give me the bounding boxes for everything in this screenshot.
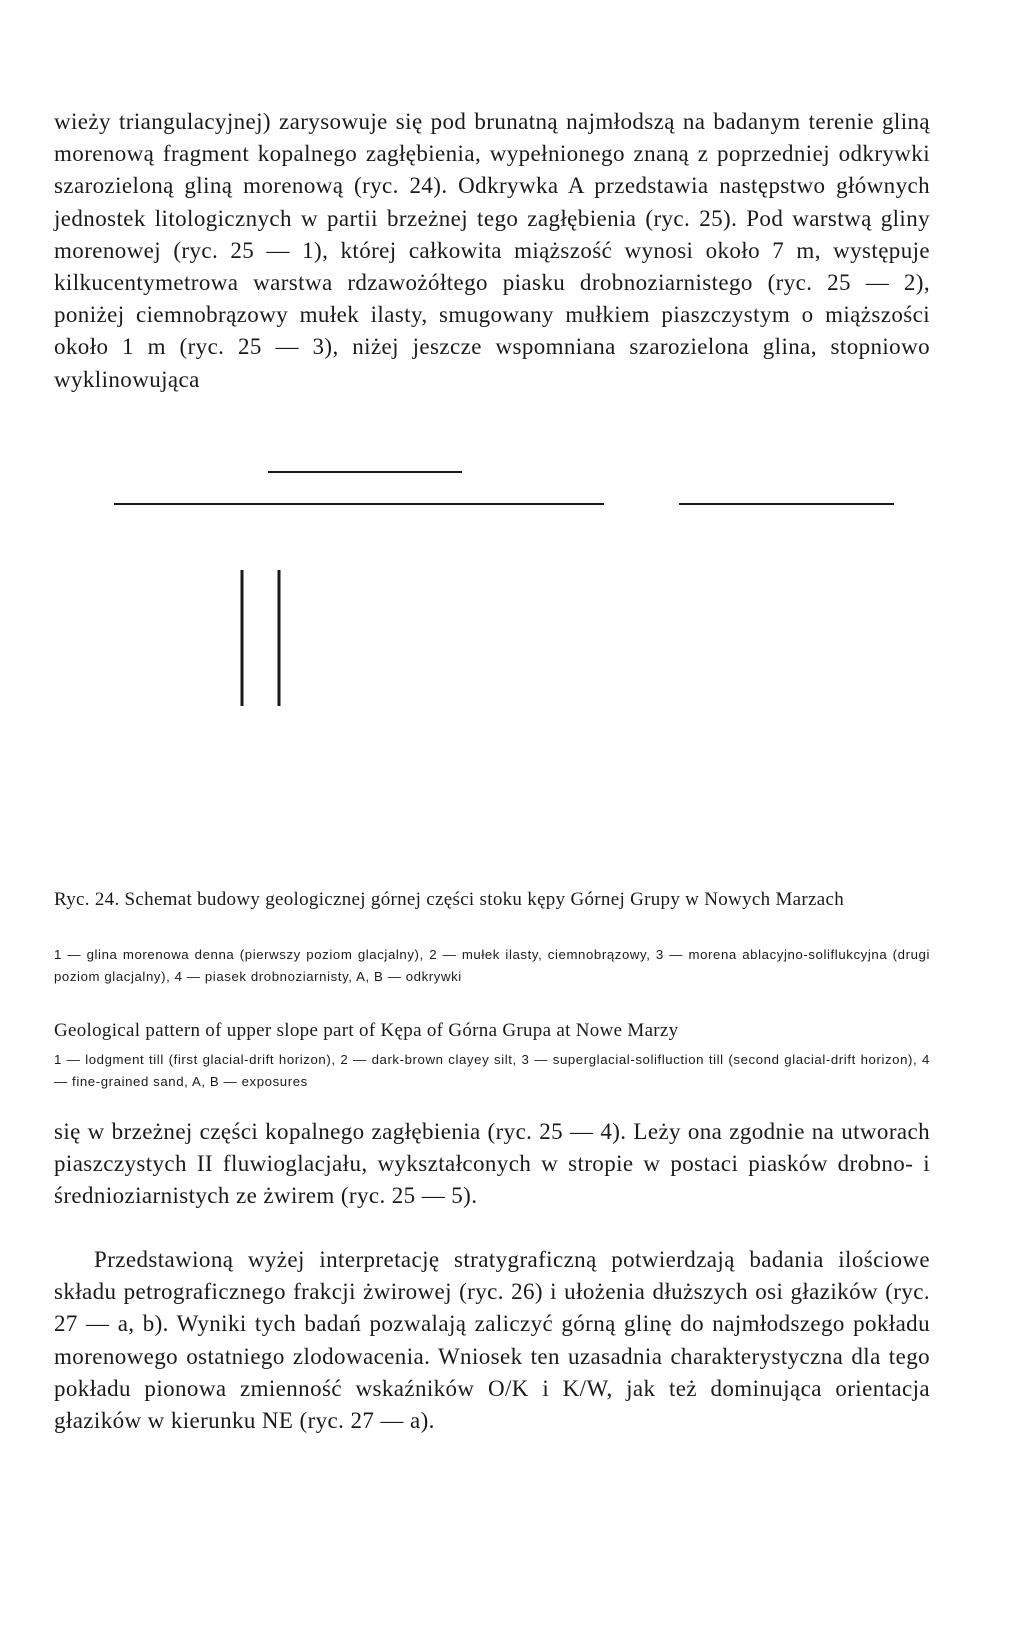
caption-title-en: Geological pattern of upper slope part of Kępa of Górna Grupa at Nowe Marzy bbox=[54, 1020, 679, 1041]
paragraph-bottom-1: się w brzeżnej części kopalnego zagłębienia (ryc. 25 — 4). Leży ona zgodnie na utworach piaszczystych II fluwioglacjału, wykształconych w stropie w postaci piasków drobno- i średnioziarnistych ze żwirem (ryc. 25 — 5). bbox=[54, 1119, 930, 1209]
figure-caption-pl bbox=[54, 886, 930, 914]
legend-text-en: 1 — lodgment till (first glacial-drift horizon), 2 — dark-brown clayey silt, 3 — superglacial-solifluction till (second glacial-drift horizon), 4 — fine-grained sand, A, B — exposures bbox=[54, 1052, 930, 1089]
figure-graphic bbox=[54, 462, 930, 862]
figure-legend-pl bbox=[54, 944, 930, 988]
paragraph-top: wieży triangulacyjnej) zarysowuje się pod brunatną najmłodszą na badanym terenie gliną morenową fragment kopalnego zagłębienia, wypełnionego znaną z poprzedniej odkrywki szarozieloną gliną morenową (ryc. 24). Odkrywka A przedstawia następstwo głównych jednostek litologicznych w partii brzeżnej tego zagłębienia (ryc. 25). Pod warstwą gliny morenowej (ryc. 25 — 1), której całkowita miąższość wynosi około 7 m, występuje kilkucentymetrowa warstwa rdzawożółtego piasku drobnoziarnistego (ryc. 25 — 2), poniżej ciemnobrązowy mułek ilasty, smugowany mułkiem piaszczystym o miąższości około 1 m (ryc. 25 — 3), niżej jeszcze wspomniana szarozielona glina, stopniowo wyklinowująca bbox=[54, 109, 930, 392]
legend-text-pl: 1 — glina morenowa denna (pierwszy poziom glacjalny), 2 — mułek ilasty, ciemnobrązowy, 3 — morena ablacyjno-soliflukcyjna (drugi poziom glacjalny), 4 — piasek drobnoziarnisty, A, B — odkrywki bbox=[54, 947, 930, 984]
figure-legend-en bbox=[54, 1049, 930, 1093]
figure-geological-schema bbox=[54, 462, 930, 862]
caption-title-pl: Ryc. 24. Schemat budowy geologicznej górnej części stoku kępy Górnej Grupy w Nowych Marzach bbox=[54, 889, 845, 910]
paragraph-bottom-2: Przedstawioną wyżej interpretację stratygraficzną potwierdzają badania ilościowe składu petrograficznego frakcji żwirowej (ryc. 26) i ułożenia dłuższych osi głazików (ryc. 27 — a, b). Wyniki tych badań pozwalają zaliczyć górną glinę do najmłodszego pokładu morenowego ostatniego zlodowacenia. Wniosek ten uzasadnia charakterystyczna dla tego pokładu pionowa zmienność wskaźników O/K i K/W, jak też dominująca orientacja głazików w kierunku NE (ryc. 27 — a). bbox=[54, 1247, 930, 1434]
figure-caption-en bbox=[54, 1017, 930, 1045]
